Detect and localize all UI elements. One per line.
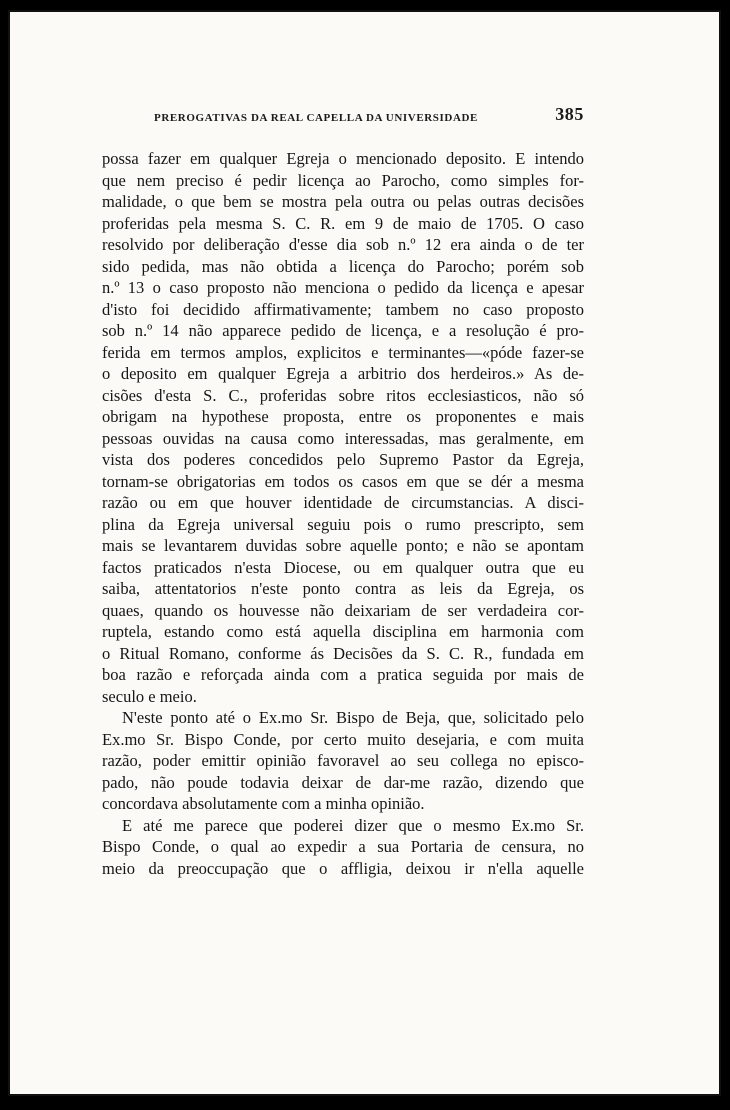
text-line: saiba, attentatorios n'este ponto contra as leis da Egreja, os: [102, 579, 584, 598]
text-line: razão ou em que houver identidade de circumstancias. A disci-: [102, 493, 584, 512]
text-line: meio da preoccupação que o affligia, deixou ir n'ella aquelle: [102, 858, 584, 878]
text-line: razão, poder emittir opinião favoravel ao seu collega no episco-: [102, 751, 584, 770]
body-text: [102, 148, 584, 879]
text-line: vista dos poderes concedidos pelo Supremo Pastor da Egreja,: [102, 450, 584, 469]
paragraph-1: [102, 148, 584, 707]
text-line: sido pedida, mas não obtida a licença do Parocho; porém sob: [102, 256, 584, 276]
text-line: pado, não poude todavia deixar de dar-me razão, dizendo que: [102, 772, 584, 792]
text-line: quaes, quando os houvesse não deixariam de ser verdadeira cor-: [102, 600, 584, 620]
running-header: [102, 104, 584, 128]
text-line: concordava absolutamente com a minha opinião.: [102, 794, 425, 813]
text-line: proferidas pela mesma S. C. R. em 9 de maio de 1705. O caso: [102, 213, 584, 233]
text-line: n.º 13 o caso proposto não menciona o pedido da licença e apesar: [102, 278, 584, 297]
text-line: sob n.º 14 não apparece pedido de licença, e a resolução é pro-: [102, 321, 584, 340]
text-line: boa razão e reforçada ainda com a pratica seguida por mais de: [102, 665, 584, 684]
text-line: seculo e meio.: [102, 686, 197, 706]
text-line: factos praticados n'esta Diocese, ou em qualquer outra que eu: [102, 557, 584, 577]
text-line: Ex.mo Sr. Bispo Conde, por certo muito desejaria, e com muita: [102, 729, 584, 749]
text-line: o deposito em qualquer Egreja a arbitrio dos herdeiros.» As de-: [102, 364, 584, 383]
page-content: [102, 104, 584, 879]
text-line: obrigam na hypothese proposta, entre os proponentes e mais: [102, 407, 584, 426]
text-line: ferida em termos amplos, explicitos e terminantes—«póde fazer-se: [102, 342, 584, 362]
text-line: pessoas ouvidas na causa como interessadas, mas geralmente, em: [102, 428, 584, 448]
text-line: Bispo Conde, o qual ao expedir a sua Portaria de censura, no: [102, 837, 584, 856]
text-line: tornam-se obrigatorias em todos os casos em que se dér a mesma: [102, 471, 584, 491]
text-line: o Ritual Romano, conforme ás Decisões da S. C. R., fundada em: [102, 643, 584, 663]
text-line: ruptela, estando como está aquella disciplina em harmonia com: [102, 622, 584, 641]
text-line: d'isto foi decidido affirmativamente; tambem no caso proposto: [102, 299, 584, 319]
scanned-page: [8, 10, 721, 1096]
text-line: cisões d'esta S. C., proferidas sobre ritos ecclesiasticos, não só: [102, 385, 584, 405]
text-line: mais se levantarem duvidas sobre aquelle ponto; e não se apontam: [102, 536, 584, 555]
running-title: PREROGATIVAS DA REAL CAPELLA DA UNIVERSIDADE: [154, 112, 478, 124]
text-line: resolvido por deliberação d'esse dia sob n.º 12 era ainda o de ter: [102, 235, 584, 254]
text-line: plina da Egreja universal seguiu pois o rumo prescripto, sem: [102, 514, 584, 534]
paragraph-3: [102, 815, 584, 880]
paragraph-2: [102, 707, 584, 815]
text-line: N'este ponto até o Ex.mo Sr. Bispo de Beja, que, solicitado pelo: [122, 708, 584, 727]
text-line: malidade, o que bem se mostra pela outra ou pelas outras decisões: [102, 192, 584, 211]
page-number: 385: [555, 104, 584, 124]
text-line: que nem preciso é pedir licença ao Parocho, como simples for-: [102, 170, 584, 190]
text-line: possa fazer em qualquer Egreja o mencionado deposito. E intendo: [102, 149, 584, 168]
text-line: E até me parece que poderei dizer que o mesmo Ex.mo Sr.: [122, 815, 584, 835]
